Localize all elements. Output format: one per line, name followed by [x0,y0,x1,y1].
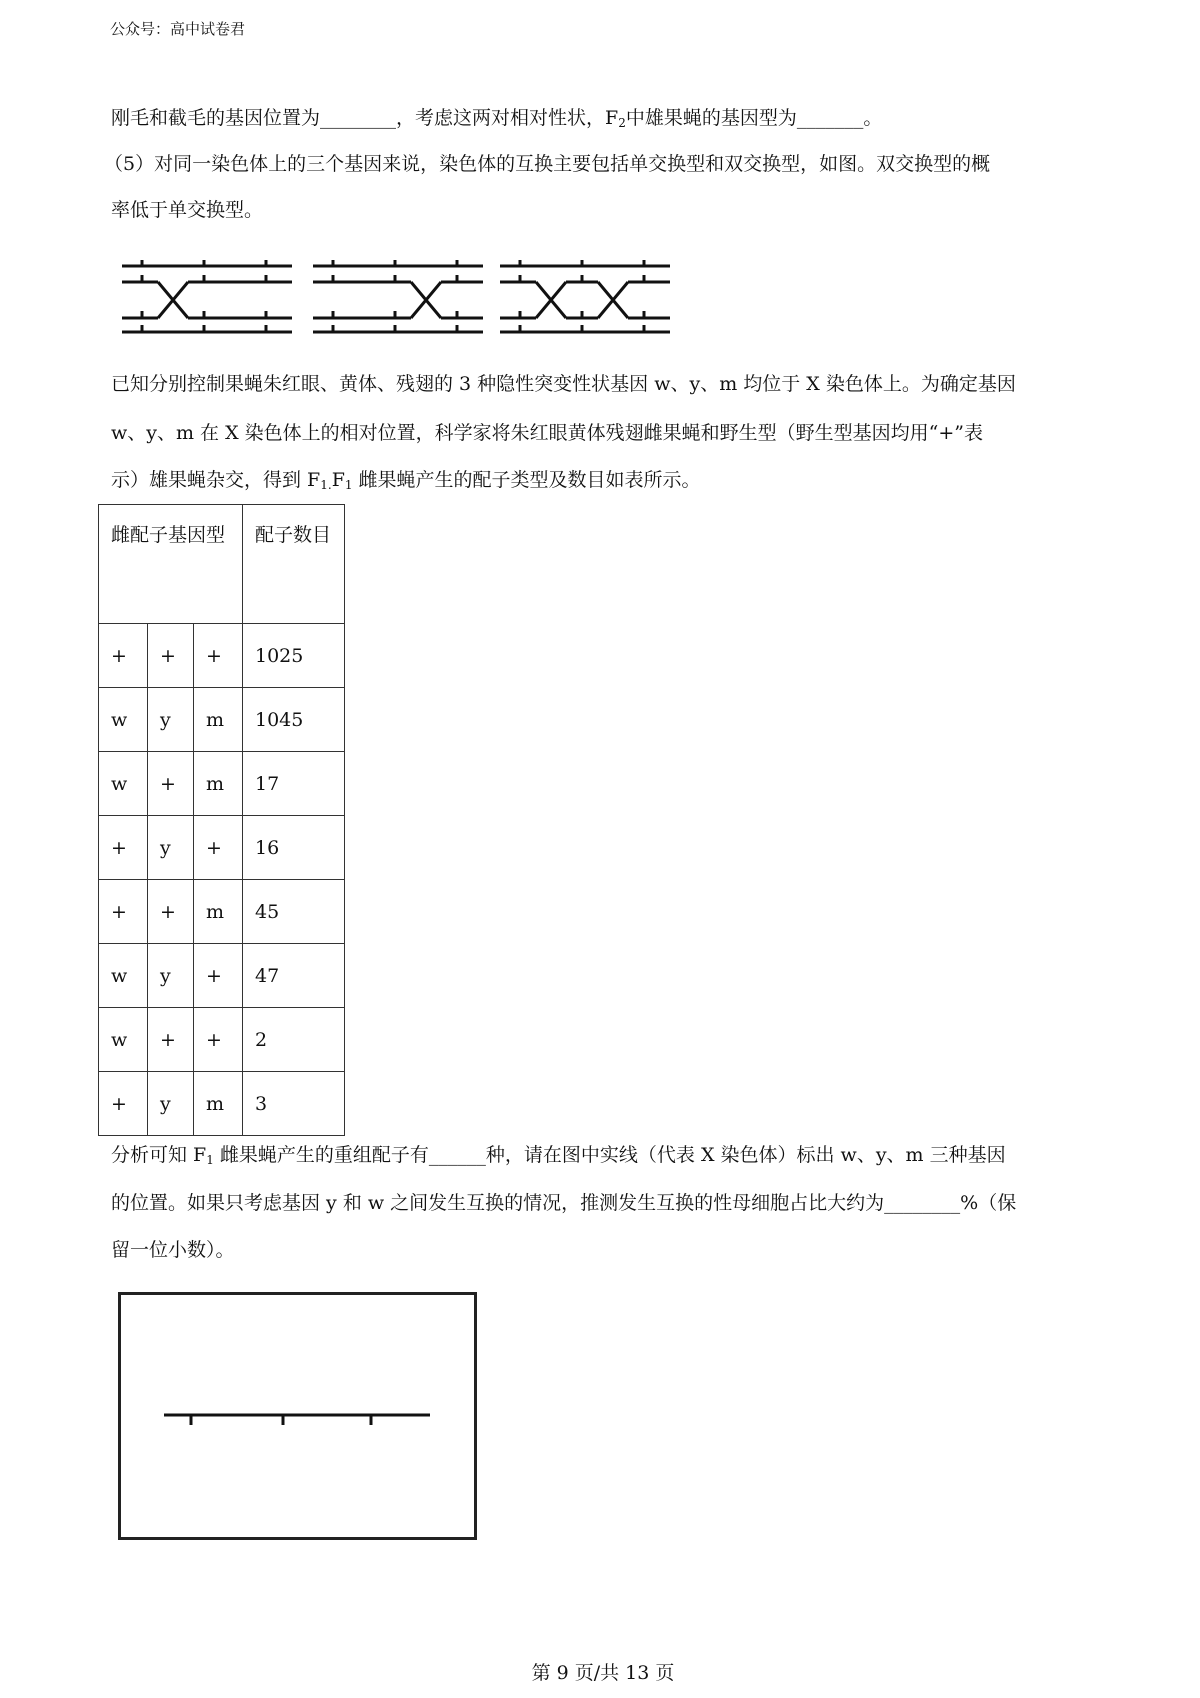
paragraph-line [111,468,701,492]
answer-figure-box [118,1292,477,1540]
subscript: 2 [618,116,626,130]
genotype-cell: + [194,816,243,880]
genotype-cell: + [99,624,148,688]
table-row [99,1072,345,1136]
genotype-cell: + [99,880,148,944]
double-crossover-diagram [500,256,670,336]
genotype-cell: + [99,1072,148,1136]
header-genotype: 雌配子基因型 [99,505,243,624]
question-line: 的位置。如果只考虑基因 y 和 w 之间发生互换的情况，推测发生互换的性母细胞占比大约为________%（保 [111,1192,1017,1214]
table-header-row [99,505,345,624]
genotype-cell: w [99,688,148,752]
genotype-cell: + [148,1008,194,1072]
genotype-cell: w [99,944,148,1008]
paragraph-line: w、y、m 在 X 染色体上的相对位置，科学家将朱红眼黄体残翅雌果蝇和野生型（野生型基因均用“+”表 [111,422,984,444]
table-row [99,944,345,1008]
count-cell: 1045 [243,688,345,752]
subscript: 1. [320,478,332,492]
genotype-cell: y [148,944,194,1008]
count-cell: 47 [243,944,345,1008]
text: F [331,469,345,491]
question-line: （5）对同一染色体上的三个基因来说，染色体的互换主要包括单交换型和双交换型，如图。双交换型的概 [104,153,991,175]
genotype-cell: y [148,816,194,880]
genotype-cell: m [194,752,243,816]
count-cell: 3 [243,1072,345,1136]
table-row [99,880,345,944]
genotype-cell: w [99,752,148,816]
genotype-cell: + [148,880,194,944]
genotype-cell: + [148,752,194,816]
count-cell: 16 [243,816,345,880]
table-row [99,752,345,816]
genotype-cell: + [194,944,243,1008]
header-count: 配子数目 [243,505,345,624]
paragraph-line: 已知分别控制果蝇朱红眼、黄体、残翅的 3 种隐性突变性状基因 w、y、m 均位于 X 染色体上。为确定基因 [111,373,1016,395]
text: 中雄果蝇的基因型为_______。 [625,107,883,129]
page-header: 公众号：高中试卷君 [110,20,246,38]
count-cell: 17 [243,752,345,816]
page-footer: 第 9 页/共 13 页 [531,1662,675,1684]
text: 雌果蝇产生的重组配子有______种，请在图中实线（代表 X 染色体）标出 w、y、m 三种基因 [213,1144,1006,1166]
subscript: 1 [344,478,353,492]
genotype-cell: m [194,880,243,944]
single-crossover-diagram-1 [122,256,292,336]
table-row [99,1008,345,1072]
text: 示）雄果蝇杂交，得到 F [111,469,321,491]
table-row [99,816,345,880]
genotype-cell: w [99,1008,148,1072]
genotype-cell: y [148,688,194,752]
genotype-cell: + [99,816,148,880]
text: 刚毛和截毛的基因位置为________，考虑这两对相对性状，F [111,107,619,129]
question-line: 留一位小数）。 [111,1239,235,1261]
table-row [99,688,345,752]
genotype-cell: + [148,624,194,688]
subscript: 1 [206,1153,214,1167]
gamete-table [98,504,345,1136]
genotype-cell: + [194,624,243,688]
genotype-cell: m [194,688,243,752]
text: 分析可知 F [111,1144,207,1166]
question-line [111,1143,1006,1167]
question-line [111,106,882,130]
genotype-cell: y [148,1072,194,1136]
table-row [99,624,345,688]
genotype-cell: m [194,1072,243,1136]
genotype-cell: + [194,1008,243,1072]
question-line: 率低于单交换型。 [111,199,264,221]
count-cell: 1025 [243,624,345,688]
text: 雌果蝇产生的配子类型及数目如表所示。 [352,469,701,491]
x-chromosome-line [121,1295,474,1537]
count-cell: 45 [243,880,345,944]
count-cell: 2 [243,1008,345,1072]
single-crossover-diagram-2 [313,256,483,336]
